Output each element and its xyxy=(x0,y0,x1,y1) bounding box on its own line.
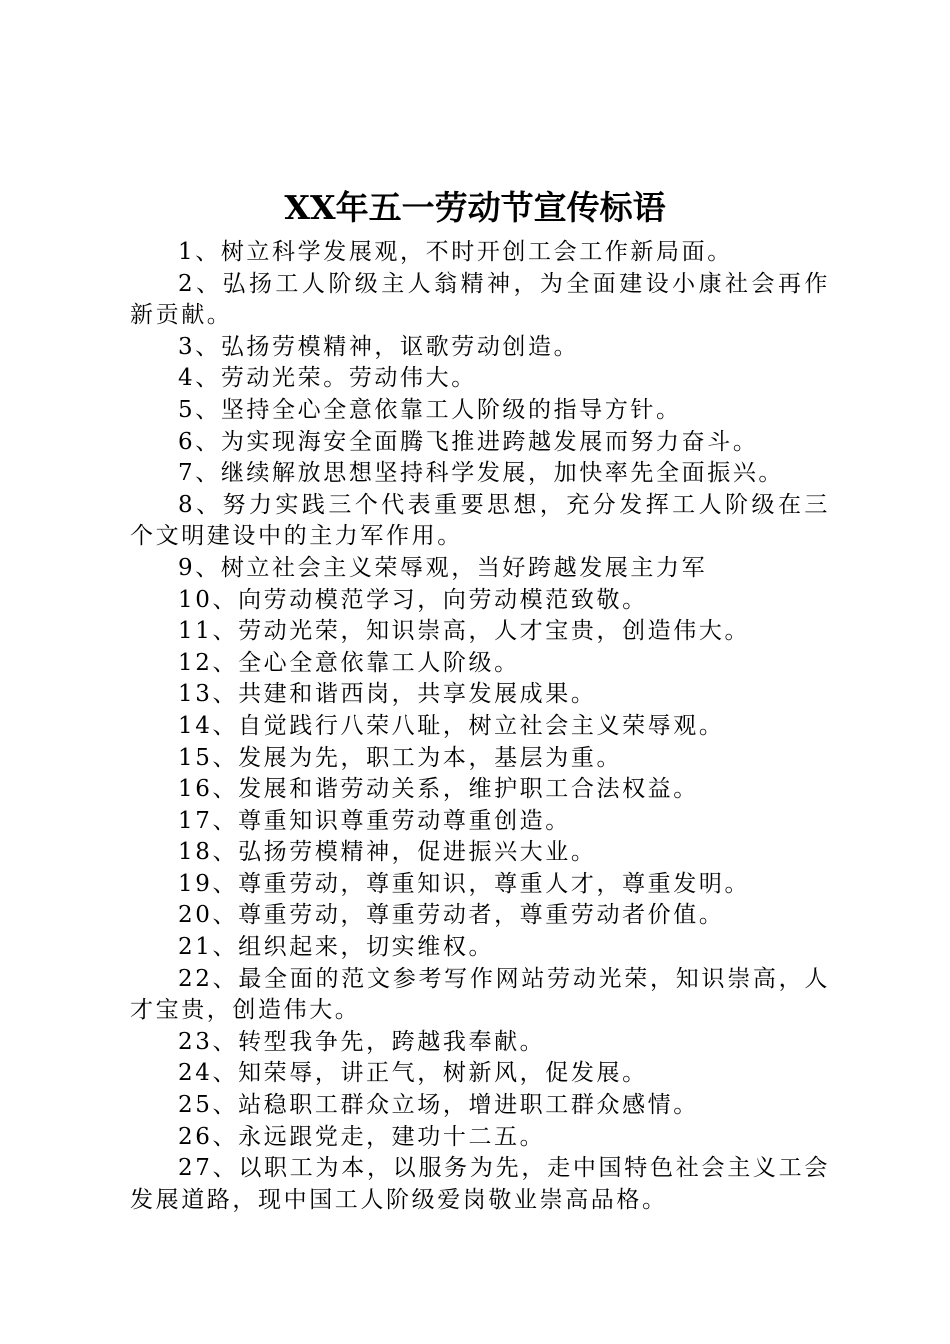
list-item: 24、知荣辱，讲正气，树新风，促发展。 xyxy=(178,1060,648,1087)
list-item: 18、弘扬劳模精神，促进振兴大业。 xyxy=(178,839,597,866)
list-item: 5、坚持全心全意依靠工人阶级的指导方针。 xyxy=(178,396,682,423)
list-item: 8、努力实践三个代表重要思想，充分发挥工人阶级在三个文明建设中的主力军作用。 xyxy=(130,491,830,550)
list-item: 13、共建和谐西岗，共享发展成果。 xyxy=(178,681,597,708)
list-item: 22、最全面的范文参考写作网站劳动光荣，知识崇高，人才宝贵，创造伟大。 xyxy=(130,965,830,1024)
list-item: 14、自觉践行八荣八耻，树立社会主义荣辱观。 xyxy=(178,712,725,739)
list-item: 10、向劳动模范学习，向劳动模范致敬。 xyxy=(178,586,648,613)
list-item: 4、劳动光荣。劳动伟大。 xyxy=(178,365,477,392)
list-item: 6、为实现海安全面腾飞推进跨越发展而努力奋斗。 xyxy=(178,428,759,455)
list-item: 1、树立科学发展观，不时开创工会工作新局面。 xyxy=(178,239,733,265)
list-item: 19、尊重劳动，尊重知识，尊重人才，尊重发明。 xyxy=(178,870,751,897)
list-item: 17、尊重知识尊重劳动尊重创造。 xyxy=(178,807,571,834)
list-item: 23、转型我争先，跨越我奉献。 xyxy=(178,1028,546,1055)
list-item: 9、树立社会主义荣辱观，当好跨越发展主力军 xyxy=(178,554,708,581)
list-item: 21、组织起来，切实维权。 xyxy=(178,934,495,961)
list-item: 20、尊重劳动，尊重劳动者，尊重劳动者价值。 xyxy=(178,902,725,929)
list-item: 26、永远跟党走，建功十二五。 xyxy=(178,1123,546,1150)
list-item: 25、站稳职工群众立场，增进职工群众感情。 xyxy=(178,1092,699,1119)
list-item: 3、弘扬劳模精神，讴歌劳动创造。 xyxy=(178,333,580,360)
page-title: XX年五一劳动节宣传标语 xyxy=(284,188,666,227)
list-item: 11、劳动光荣，知识崇高，人才宝贵，创造伟大。 xyxy=(178,618,751,645)
list-item: 15、发展为先，职工为本，基层为重。 xyxy=(178,744,623,771)
list-item: 12、全心全意依靠工人阶级。 xyxy=(178,649,520,676)
list-item: 2、弘扬工人阶级主人翁精神，为全面建设小康社会再作新贡献。 xyxy=(130,270,830,329)
list-item: 16、发展和谐劳动关系，维护职工合法权益。 xyxy=(178,776,699,803)
slogan-list xyxy=(130,237,830,1216)
list-item: 27、以职工为本，以服务为先，走中国特色社会主义工会发展道路，现中国工人阶级爱岗敬业崇高品格。 xyxy=(130,1155,830,1213)
list-item: 7、继续解放思想坚持科学发展，加快率先全面振兴。 xyxy=(178,460,785,487)
